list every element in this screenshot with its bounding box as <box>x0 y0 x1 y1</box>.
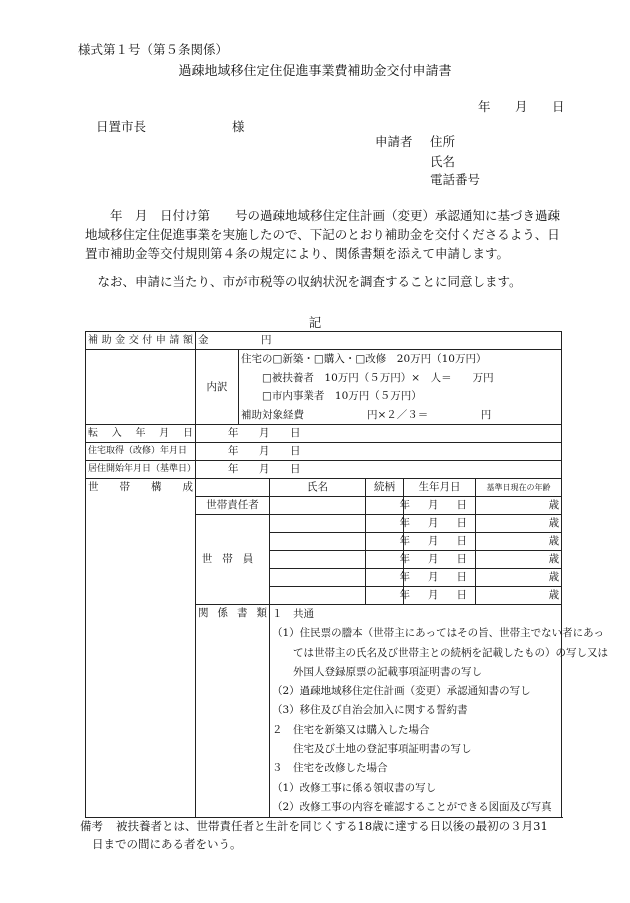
amount-label: 補 助 金 交 付 申 請 額 <box>86 332 196 350</box>
residence-start-value: 年 月 日 <box>196 461 562 479</box>
household-header-blank <box>196 479 270 497</box>
doc-line: 外国人登録原票の記載事項証明書の写し <box>272 665 482 678</box>
household-header-row <box>86 479 562 497</box>
address-label: 住所 <box>430 134 456 149</box>
col-age-header: 基準日現在の年齢 <box>476 479 562 497</box>
householder-name <box>270 497 366 515</box>
amount-row <box>86 332 562 350</box>
breakdown-block <box>196 350 562 425</box>
householder-label: 世帯責任者 <box>196 497 270 515</box>
doc-line: （1）住民票の謄本（世帯主にあってはその旨、世帯主でない者にあっ <box>272 627 604 640</box>
doc-line: （2）改修工事の内容を確認することができる図面及び写真 <box>272 800 552 813</box>
addressee: 日置市長 <box>96 119 147 134</box>
ki-heading: 記 <box>308 315 322 330</box>
breakdown-line-4: 補助対象経費 円×２／３＝ 円 <box>241 408 492 421</box>
phone-label: 電話番号 <box>430 172 481 187</box>
consent-paragraph: なお、申請に当たり、市が市税等の収納状況を調査することに同意します。 <box>85 274 522 289</box>
note-label: 備考 <box>80 819 103 833</box>
member-age: 歳 <box>476 551 562 569</box>
breakdown-line-1: 住宅の□新築・□購入・□改修 20万円（10万円） <box>241 353 487 365</box>
move-in-date-row <box>86 425 562 443</box>
doc-line: ては世帯主の氏名及び世帯主との続柄を記載したもの）の写し又は <box>272 646 608 659</box>
doc-line: ３ 住宅を改修した場合 <box>272 762 388 775</box>
form-number: 様式第１号（第５条関係） <box>78 42 229 57</box>
breakdown-row <box>86 350 562 425</box>
household-label-cell <box>86 479 196 818</box>
move-in-date-value: 年 月 日 <box>196 425 562 443</box>
member-age: 歳 <box>476 587 562 605</box>
member-label: 世帯員 <box>196 515 270 605</box>
documents-list <box>270 605 608 818</box>
householder-birthdate: 年 月 日 <box>404 497 476 515</box>
member-age: 歳 <box>476 569 562 587</box>
breakdown-spacer <box>86 350 196 425</box>
householder-age: 歳 <box>476 497 562 515</box>
breakdown-label: 内訳 <box>196 350 239 424</box>
doc-line: （3）移住及び自治会加入に関する誓約書 <box>272 704 468 717</box>
breakdown-line-2: □被扶養者 10万円（５万円）× 人＝ 万円 <box>241 371 494 384</box>
application-table <box>85 331 608 818</box>
note-line-1: 被扶養者とは、世帯責任者と生計を同じくする18歳に達する日以後の最初の３月31 <box>116 819 548 833</box>
acquisition-date-row <box>86 443 562 461</box>
member-birthdate: 年 月 日 <box>404 569 476 587</box>
note-line-2: 日までの間にある者をいう。 <box>92 837 242 851</box>
applicant-label: 申請者 <box>375 134 413 149</box>
householder-relation <box>366 497 404 515</box>
member-age: 歳 <box>476 533 562 551</box>
documents-label: 関 係 書 類 <box>198 607 267 619</box>
amount-value: 金 円 <box>196 332 562 350</box>
name-label: 氏名 <box>430 154 456 169</box>
household-label: 世 帯 構 成 <box>88 481 193 493</box>
acquisition-date-label: 住宅取得（改修）年月日 <box>86 443 196 461</box>
member-birthdate: 年 月 日 <box>404 587 476 605</box>
doc-line: （1）改修工事に係る領収書の写し <box>272 781 437 794</box>
member-birthdate: 年 月 日 <box>404 551 476 569</box>
doc-line: ２ 住宅を新築又は購入した場合 <box>272 723 430 736</box>
acquisition-date-value: 年 月 日 <box>196 443 562 461</box>
breakdown-line-3: □市内事業者 10万円（５万円） <box>241 390 422 402</box>
col-relation-header: 続柄 <box>366 479 404 497</box>
document-title: 過疎地域移住定住促進事業費補助金交付申請書 <box>178 64 452 79</box>
documents-label-cell <box>196 605 270 818</box>
residence-start-label: 居住開始年月日（基準日） <box>86 461 196 479</box>
col-name-header: 氏名 <box>270 479 366 497</box>
member-birthdate: 年 月 日 <box>404 533 476 551</box>
move-in-date-label: 転 入 年 月 日 <box>88 428 193 439</box>
application-date: 年 月 日 <box>478 99 571 114</box>
addressee-honorific: 様 <box>232 119 245 134</box>
member-age: 歳 <box>476 515 562 533</box>
col-birthdate-header: 生年月日 <box>404 479 476 497</box>
residence-start-row <box>86 461 562 479</box>
doc-line: 住宅及び土地の登記事項証明書の写し <box>272 743 472 756</box>
request-paragraph: 年 月 日付け第 号の過疎地域移住定住計画（変更）承認通知に基づき過疎地域移住定住促進事業を実施したので、下記のとおり補助金を交付くださるよう、日置市補助金等交付規則第４条の規定により、関係書類を添えて申請します。 <box>85 208 561 261</box>
doc-line: １ 共通 <box>272 608 314 620</box>
doc-line: （2）過疎地域移住定住計画（変更）承認通知書の写し <box>272 685 531 698</box>
member-birthdate: 年 月 日 <box>404 515 476 533</box>
